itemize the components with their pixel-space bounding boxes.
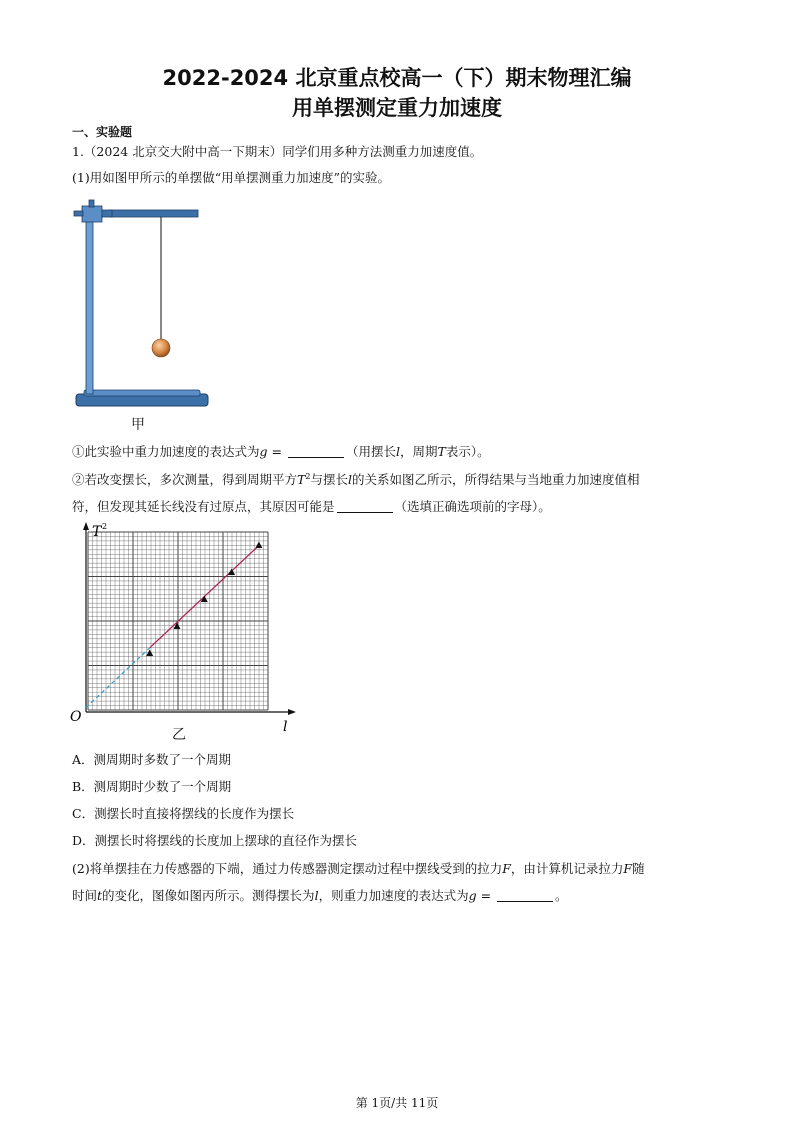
x-axis-label: l xyxy=(283,719,288,735)
question-a: ①此实验中重力加速度的表达式为g = （用摆长l，周期T表示）。 xyxy=(72,444,490,459)
figure-jia-label: 甲 xyxy=(131,417,145,433)
figure-yi-label: 乙 xyxy=(172,727,186,743)
question-b-line2: 符，但发现其延长线没有过原点，其原因可能是 （选填正确选项前的字母）。 xyxy=(72,499,551,514)
document-title-line1: 2022-2024 北京重点校高一（下）期末物理汇编 xyxy=(162,66,632,90)
document-title-line2: 用单摆测定重力加速度 xyxy=(292,96,502,120)
t-squared-vs-length-graph xyxy=(66,520,296,735)
data-point-1 xyxy=(146,650,153,657)
option-d[interactable]: D．测摆长时将摆线的长度加上摆球的直径作为摆长 xyxy=(72,833,358,848)
question-b-line1: ②若改变摆长，多次测量，得到周期平方$T^2$与摆长l的关系如图乙所示，所得结果与当地重力加速度值相 xyxy=(72,472,640,487)
part1-prompt: (1)用如图甲所示的单摆做“用单摆测重力加速度”的实验。 xyxy=(72,170,390,185)
option-c[interactable]: C．测摆长时直接将摆线的长度作为摆长 xyxy=(72,806,295,821)
part2-line1: (2)将单摆挂在力传感器的下端，通过力传感器测定摆动过程中摆线受到的拉力F，由计算机记录拉力F随 xyxy=(72,861,645,876)
answer-blank-b[interactable] xyxy=(337,500,393,513)
option-a[interactable]: A．测周期时多数了一个周期 xyxy=(72,752,232,767)
y-axis-label: T xyxy=(92,524,102,540)
answer-blank-part2[interactable] xyxy=(497,889,553,902)
option-b[interactable]: B．测周期时少数了一个周期 xyxy=(72,779,232,794)
origin-label: O xyxy=(70,709,82,725)
answer-blank-a[interactable] xyxy=(288,445,344,458)
pendulum-bob xyxy=(152,339,170,357)
section-heading: 一、实验题 xyxy=(72,125,133,139)
question-intro: 1.（2024 北京交大附中高一下期末）同学们用多种方法测重力加速度值。 xyxy=(72,144,483,159)
y-axis-label-sup: 2 xyxy=(102,522,108,531)
part2-line2: 时间t的变化，图像如图丙所示。测得摆长为l，则重力加速度的表达式为g = 。 xyxy=(72,888,568,903)
page-footer: 第 1页/共 11页 xyxy=(355,1096,439,1110)
data-point-2 xyxy=(174,623,181,630)
data-point-5 xyxy=(255,542,262,549)
pendulum-apparatus-figure xyxy=(72,198,212,412)
